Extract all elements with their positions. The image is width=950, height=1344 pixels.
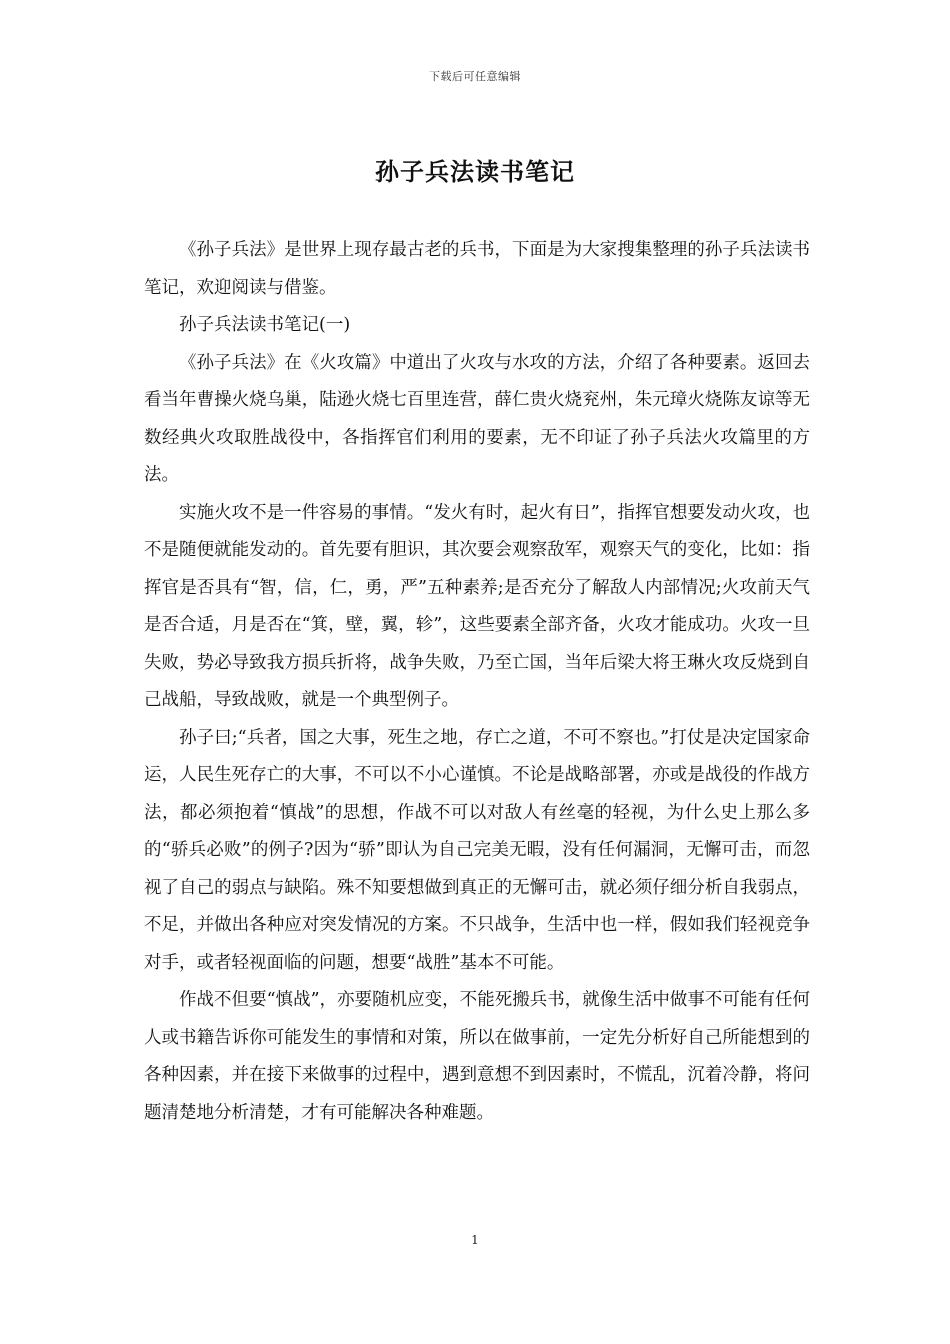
body-paragraph: 《孙子兵法》在《火攻篇》中道出了火攻与水攻的方法，介绍了各种要素。返回去看当年曹操火烧乌巢，陆逊火烧七百里连营，薛仁贵火烧兖州，朱元璋火烧陈友谅等无数经典火攻取胜战役中，各指挥官们利用的要素，无不印证了孙子兵法火攻篇里的方法。 — [144, 352, 810, 485]
header-note: 下载后可任意编辑 — [429, 70, 521, 83]
body-paragraph: 孙子曰;“兵者，国之大事，死生之地，存亡之道，不可不察也。”打仗是决定国家命运，人民生死存亡的大事，不可以不小心谨慎。不论是战略部署，亦或是战役的作战方法，都必须抱着“慎战”的思想，作战不可以对敌人有丝毫的轻视，为什么史上那么多的“骄兵必败”的例子?因为“骄”即认为自己完美无暇，没有任何漏洞，无懈可击，而忽视了自己的弱点与缺陷。殊不知要想做到真正的无懈可击，就必须仔细分析自我弱点，不足，并做出各种应对突发情况的方案。不只战争，生活中也一样，假如我们轻视竞争对手，或者轻视面临的问题，想要“战胜”基本不可能。 — [144, 727, 810, 973]
section-heading: 孙子兵法读书笔记(一) — [179, 315, 351, 335]
page-number: 1 — [471, 1233, 479, 1247]
body-paragraph: 作战不但要“慎战”，亦要随机应变，不能死搬兵书，就像生活中做事不可能有任何人或书籍告诉你可能发生的事情和对策，所以在做事前，一定先分析好自己所能想到的各种因素，并在接下来做事的过程中，遇到意想不到因素时，不慌乱，沉着冷静，将问题清楚地分析清楚，才有可能解决各种难题。 — [144, 990, 810, 1123]
document-body — [144, 232, 810, 1132]
body-paragraph: 实施火攻不是一件容易的事情。“发火有时，起火有日”，指挥官想要发动火攻，也不是随便就能发动的。首先要有胆识，其次要会观察敌军，观察天气的变化，比如：指挥官是否具有“智，信，仁，勇，严”五种素养;是否充分了解敌人内部情况;火攻前天气是否合适，月是否在“箕，壁，翼，轸”，这些要素全部齐备，火攻才能成功。火攻一旦失败，势必导致我方损兵折将，战争失败，乃至亡国，当年后梁大将王琳火攻反烧到自己战船，导致战败，就是一个典型例子。 — [144, 502, 810, 710]
document-title: 孙子兵法读书笔记 — [375, 157, 575, 186]
intro-paragraph: 《孙子兵法》是世界上现存最古老的兵书，下面是为大家搜集整理的孙子兵法读书笔记，欢迎阅读与借鉴。 — [144, 240, 810, 298]
